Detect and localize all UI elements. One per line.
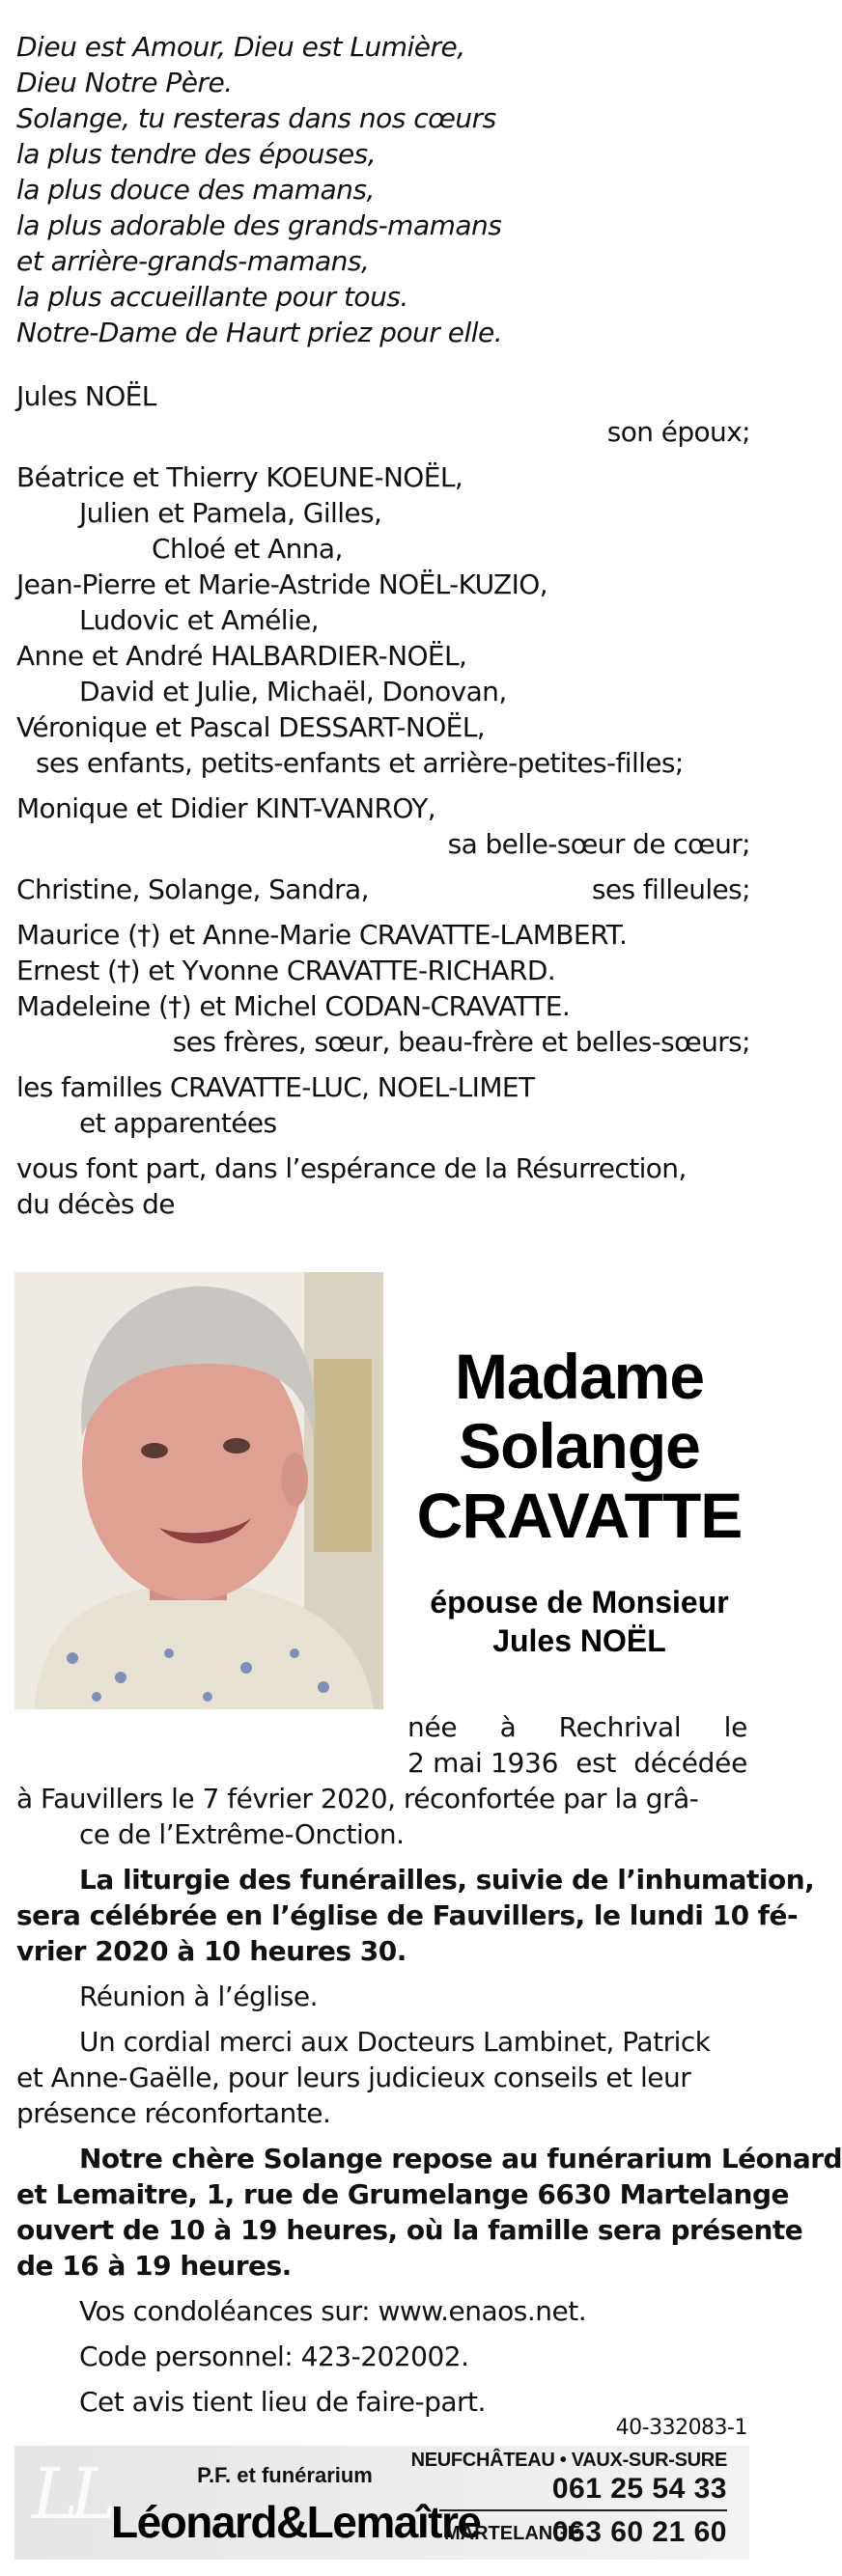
meeting-info: [16, 1979, 747, 2014]
funeral-home-banner: [14, 2446, 749, 2560]
phone-2: 063 60 21 60: [551, 2516, 727, 2548]
sister-in-law: Monique et Didier KINT-VANROY,: [16, 792, 436, 824]
phone-1: 061 25 54 33: [551, 2473, 727, 2505]
sibling-line: Ernest (†) et Yvonne CRAVATTE-RICHARD.: [16, 955, 556, 986]
thanks: [16, 2024, 747, 2131]
notice-line: Cet avis tient lieu de faire-part.: [79, 2386, 486, 2418]
divider: [439, 2509, 727, 2511]
funeral-line: La liturgie des funérailles, suivie de l’inhumation,: [79, 1864, 815, 1896]
word: 2 mai 1936: [407, 1747, 559, 1779]
sister-in-law-role: sa belle-sœur de cœur;: [447, 828, 750, 860]
husband-name: Jules NOËL: [16, 380, 156, 412]
sibling-line: Maurice (†) et Anne-Marie CRAVATTE-LAMBERT.: [16, 919, 628, 951]
families-line-2: et apparentées: [79, 1107, 277, 1139]
funerarium-line: de 16 à 19 heures.: [16, 2250, 292, 2282]
death-details: [16, 1781, 747, 1852]
funerarium-info: [16, 2141, 842, 2284]
funeral-home-logo: LL: [32, 2453, 109, 2534]
funerarium-line: et Lemaitre, 1, rue de Grumelange 6630 Martelange: [16, 2178, 789, 2210]
word: le: [723, 1711, 747, 1743]
child-line: Béatrice et Thierry KOEUNE-NOËL,: [16, 461, 463, 493]
notice-body: [16, 1781, 842, 2429]
poem-line: et arrière-grands-mamans,: [16, 245, 370, 277]
poem-line: Dieu Notre Père.: [16, 67, 233, 98]
family-list: [16, 378, 750, 1222]
goddaughters-line: [16, 872, 750, 907]
poem-line: la plus douce des mamans,: [16, 174, 375, 206]
child-line: Chloé et Anna,: [152, 533, 343, 565]
spouse-info: [415, 1583, 744, 1660]
funerarium-line: Notre chère Solange repose au funérarium Léonard: [79, 2143, 842, 2174]
thanks-line: et Anne-Gaëlle, pour leurs judicieux conseils et leur: [16, 2062, 691, 2093]
poem-line: Notre-Dame de Haurt priez pour elle.: [16, 317, 503, 348]
child-line: Véronique et Pascal DESSART-NOËL,: [16, 711, 486, 743]
siblings-role: ses frères, sœur, beau-frère et belles-sœurs;: [172, 1026, 750, 1058]
portrait-illustration: [14, 1272, 383, 1709]
thanks-line: présence réconfortante.: [16, 2097, 331, 2129]
code-info: [16, 2339, 747, 2374]
thanks-line: Un cordial merci aux Docteurs Lambinet, Patrick: [79, 2026, 711, 2058]
brand-name: Léonard&Lemaître: [111, 2497, 481, 2547]
word: née: [407, 1711, 458, 1743]
word: Rechrival: [558, 1711, 682, 1743]
birth-line: [407, 1745, 747, 1781]
sibling-line: Madeleine (†) et Michel CODAN-CRAVATTE.: [16, 990, 571, 1022]
funeral-line: sera célébrée en l’église de Fauvillers, le lundi 10 fé-: [16, 1899, 799, 1931]
deceased-name: [415, 1342, 744, 1550]
funerarium-line: ouvert de 10 à 19 heures, où la famille sera présente: [16, 2214, 803, 2246]
deceased-last-name: CRAVATTE: [416, 1480, 743, 1551]
husband-role: son époux;: [606, 416, 750, 448]
code-line: Code personnel: 423-202002.: [79, 2341, 469, 2372]
word: est: [575, 1747, 617, 1779]
announcement: vous font part, dans l’espérance de la Résurrection,: [16, 1152, 687, 1184]
death-line: ce de l’Extrême-Onction.: [79, 1818, 405, 1850]
spouse-line: épouse de Monsieur: [430, 1585, 729, 1620]
child-line: Jean-Pierre et Marie-Astride NOËL-KUZIO,: [16, 568, 548, 600]
child-line: Anne et André HALBARDIER-NOËL,: [16, 640, 467, 672]
location-2: MARTELANGE: [444, 2523, 581, 2544]
birth-info: [407, 1709, 747, 1781]
child-line: David et Julie, Michaël, Donovan,: [79, 676, 507, 707]
pf-label: P.F. et funérarium: [197, 2463, 373, 2487]
location-1: NEUFCHÂTEAU • VAUX-SUR-SURE: [410, 2450, 727, 2471]
poem-line: la plus adorable des grands-mamans: [16, 209, 502, 241]
word: décédée: [633, 1747, 747, 1779]
reference-number: 40-332083-1: [615, 2416, 747, 2440]
families-line: les familles CRAVATTE-LUC, NOEL-LIMET: [16, 1071, 535, 1103]
condolences-line: Vos condoléances sur: www.enaos.net.: [79, 2295, 587, 2327]
poem: [16, 29, 731, 350]
funeral-line: vrier 2020 à 10 heures 30.: [16, 1935, 407, 1967]
poem-line: la plus accueillante pour tous.: [16, 281, 408, 313]
child-line: Ludovic et Amélie,: [79, 604, 320, 636]
goddaughters: Christine, Solange, Sandra,: [16, 873, 369, 905]
child-line: Julien et Pamela, Gilles,: [79, 497, 382, 529]
condolences: [16, 2293, 747, 2329]
notice-info: [16, 2384, 747, 2420]
meeting-line: Réunion à l’église.: [79, 1980, 318, 2012]
children-role: ses enfants, petits-enfants et arrière-petites-filles;: [36, 747, 684, 779]
announcement-2: du décès de: [16, 1188, 175, 1220]
portrait-photo: [14, 1272, 383, 1709]
goddaughters-role: ses filleules;: [591, 873, 750, 905]
poem-line: Solange, tu resteras dans nos cœurs: [16, 102, 496, 134]
deceased-first-name: Solange: [459, 1410, 700, 1482]
poem-line: Dieu est Amour, Dieu est Lumière,: [16, 31, 465, 63]
birth-line: [407, 1709, 747, 1745]
word: à: [499, 1711, 517, 1743]
poem-line: la plus tendre des épouses,: [16, 138, 377, 170]
funeral-details: [16, 1862, 815, 1969]
spouse-name: Jules NOËL: [492, 1623, 666, 1658]
deceased-title: Madame: [454, 1341, 705, 1412]
death-line: à Fauvillers le 7 février 2020, réconfortée par la grâ-: [16, 1783, 699, 1814]
